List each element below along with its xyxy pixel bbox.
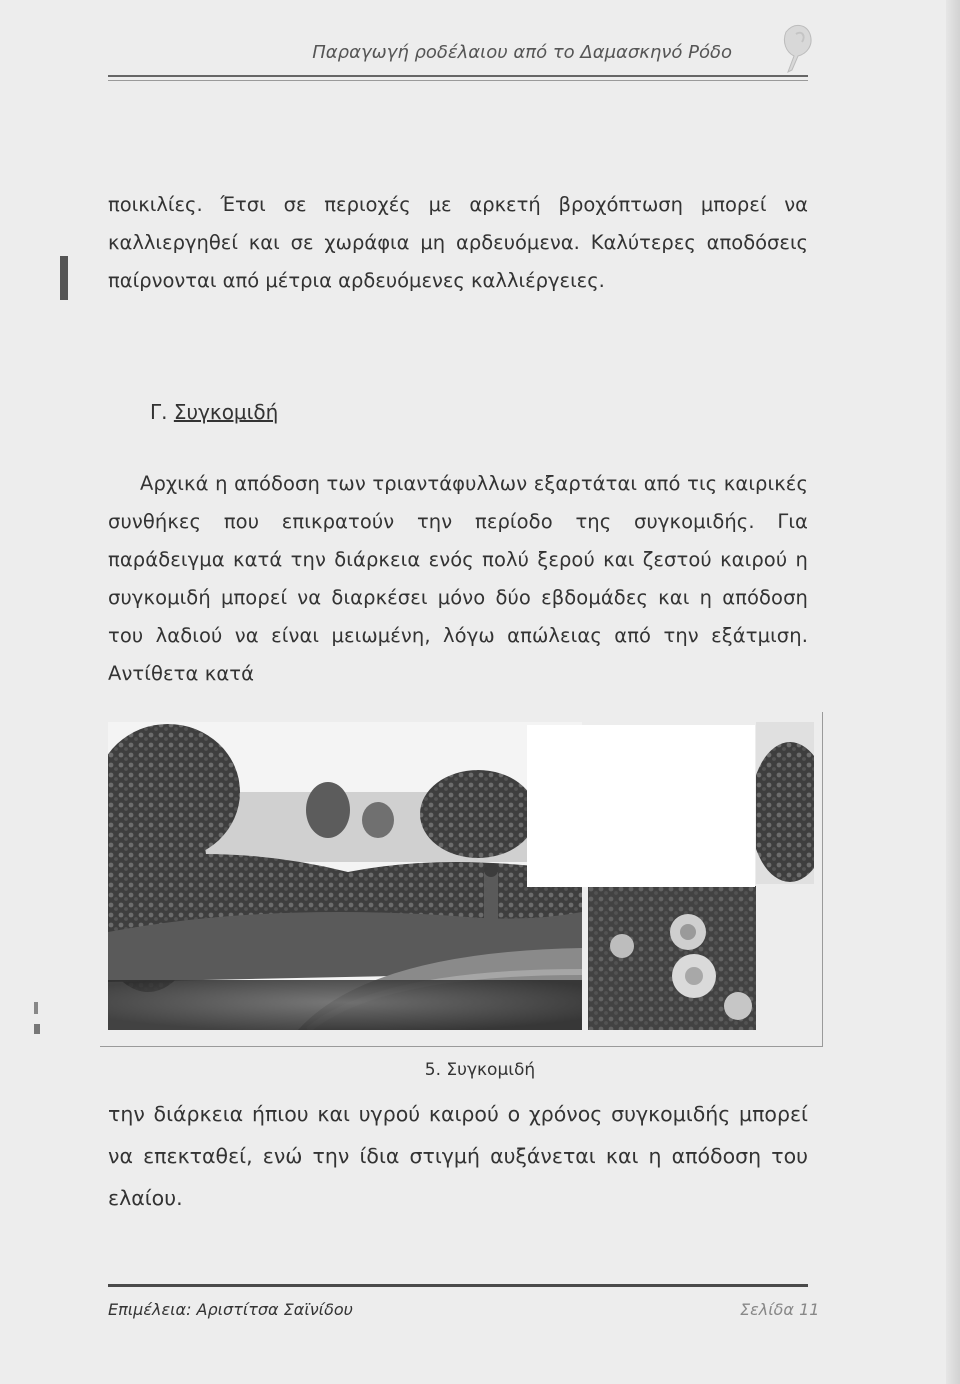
header-title: Παραγωγή ροδέλαιου από το Δαμασκηνό Ρόδο <box>312 42 732 63</box>
rose-field-photo <box>108 722 582 1030</box>
rose-blossoms-photo <box>588 886 756 1030</box>
header-rule <box>108 75 808 77</box>
rose-bush-photo <box>756 722 814 884</box>
section-heading <box>150 400 278 424</box>
rose-ribbon-icon <box>776 20 818 76</box>
section-title: Συγκομιδή <box>173 400 279 424</box>
body-paragraph: την διάρκεια ήπιου και υγρού καιρού ο χρόνος συγκομιδής μπορεί να επεκταθεί, ενώ την ίδια στιγμή αυξάνεται και η απόδοση του ελαίου. <box>108 1102 808 1210</box>
page-edge-shadow <box>946 0 960 1384</box>
footer-author: Επιμέλεια: Αριστίτσα Σαϊνίδου <box>108 1300 353 1319</box>
footer-rule <box>108 1284 808 1287</box>
header-rule-thin <box>108 80 808 81</box>
margin-mark <box>60 256 68 300</box>
page-number: Σελίδα 11 <box>740 1300 820 1319</box>
body-paragraph: Αρχικά η απόδοση των τριαντάφυλλων εξαρτάται από τις καιρικές συνθήκες που επικρατούν την περίοδο της συγκομιδής. Για παράδειγμα κατά την διάρκεια ενός πολύ ξερού και ζεστού καιρού η συγκομιδή μπορεί να διαρκέσει μόνο δύο εβδομάδες και η απόδοση του λαδιού να είναι μειωμένη, λόγω απώλειας από την εξάτμιση. Αντίθετα κατά <box>108 472 808 685</box>
margin-mark <box>34 1002 38 1014</box>
figure-caption: 5. Συγκομιδή <box>424 1060 536 1080</box>
margin-mark <box>34 1024 40 1034</box>
section-prefix: Γ. <box>150 400 174 424</box>
body-paragraph: ποικιλίες. Έτσι σε περιοχές με αρκετή βροχόπτωση μπορεί να καλλιεργηθεί και σε χωράφια μη αρδευόμενα. Καλύτερες αποδόσεις παίρνονται από μέτρια αρδευόμενες καλλιέργειες. <box>108 193 808 292</box>
image-redaction-block <box>527 725 755 887</box>
